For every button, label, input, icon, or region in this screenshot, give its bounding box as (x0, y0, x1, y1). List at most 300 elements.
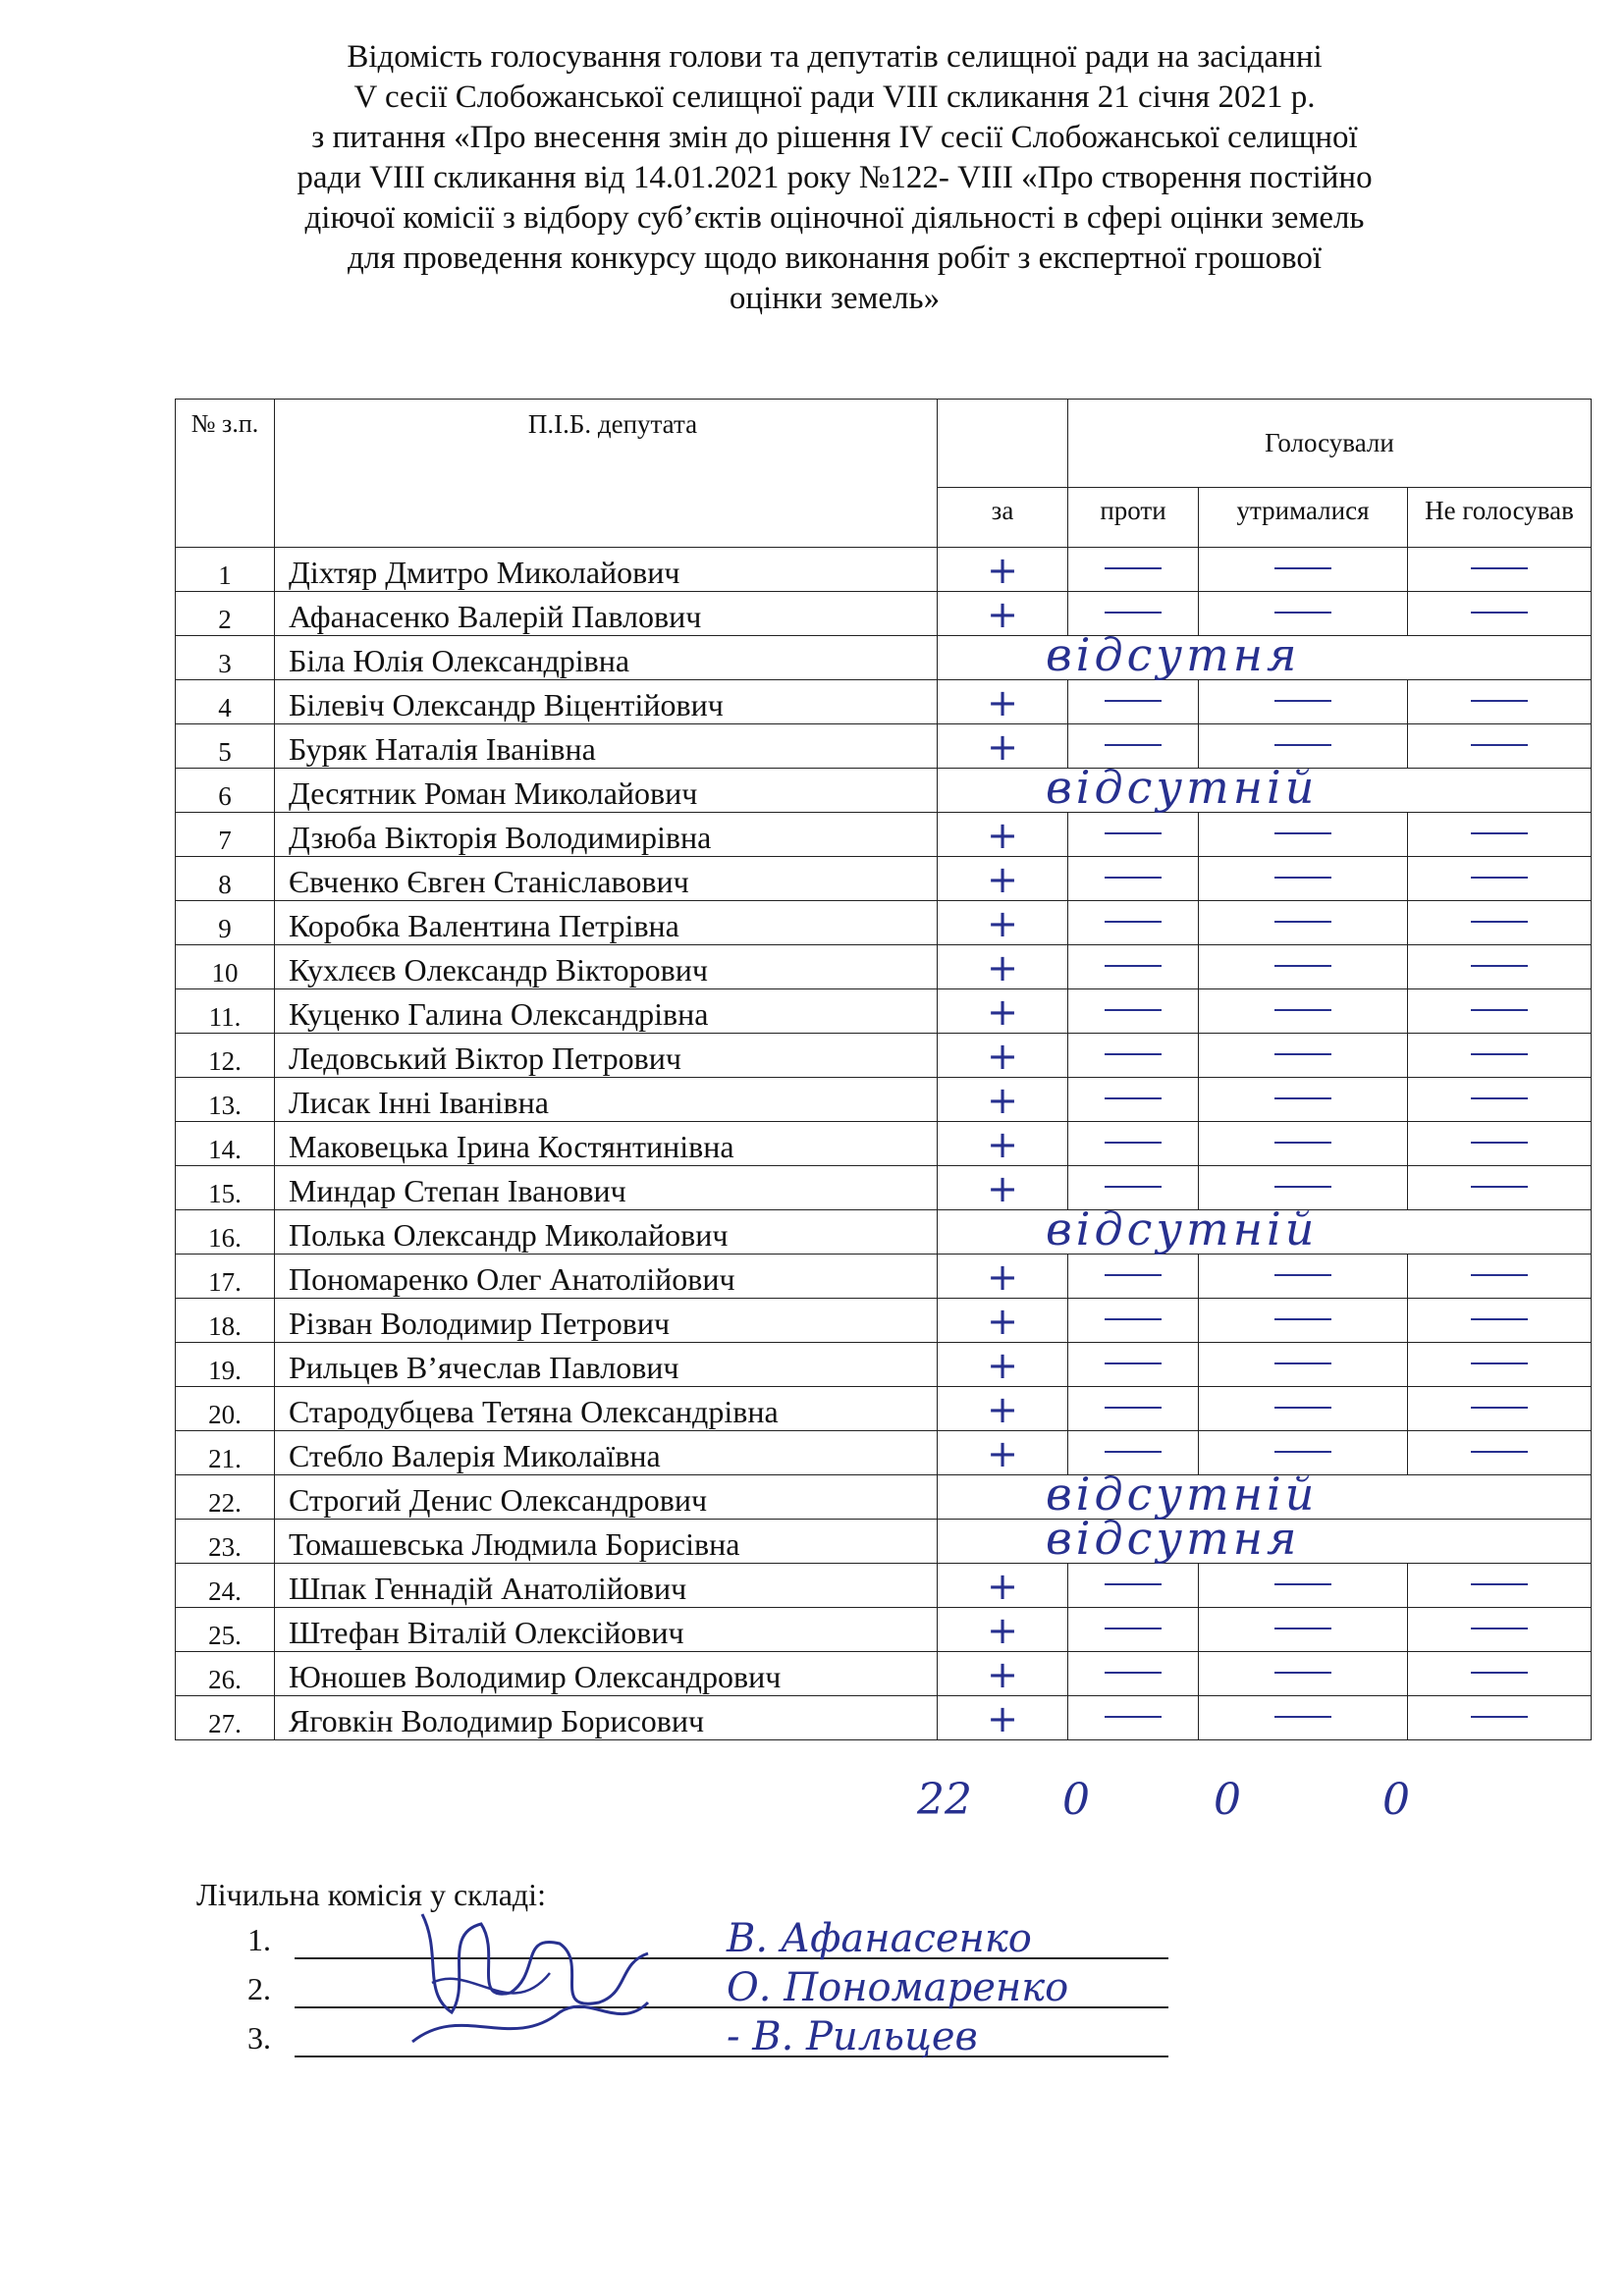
member-name: О. Пономаренко (727, 1965, 1069, 2010)
table-row (176, 1166, 1592, 1210)
table-row (176, 1431, 1592, 1475)
deputy-name (275, 813, 938, 857)
member-name: В. Афанасенко (727, 1916, 1032, 1961)
total-against: 0 (1062, 1775, 1090, 1825)
heading-line: оцінки земель» (729, 281, 941, 316)
plus-mark: + (987, 1653, 1018, 1696)
plus-mark: + (987, 946, 1018, 989)
absence-cell (938, 1512, 1592, 1565)
deputy-name-text: Томашевська Людмила Борисівна (289, 1526, 740, 1562)
row-number: 20. (176, 1387, 275, 1431)
dash-mark (1274, 832, 1331, 834)
vote-against (1068, 1122, 1199, 1166)
table-row (176, 1343, 1592, 1387)
vote-abstained (1199, 1299, 1408, 1343)
deputy-name-text: Кухлєєв Олександр Вікторович (289, 952, 708, 988)
table-row (176, 1608, 1592, 1652)
deputy-name (275, 1608, 938, 1652)
table-row (176, 1122, 1592, 1166)
row-number: 6 (176, 769, 275, 813)
deputy-name-text: Діхтяр Дмитро Миколайович (289, 555, 680, 590)
commission-member (236, 2014, 1218, 2069)
table-row (176, 724, 1592, 769)
dash-mark (1471, 832, 1528, 834)
dash-mark (1274, 1451, 1331, 1453)
vote-for (938, 1652, 1068, 1696)
plus-mark: + (987, 902, 1018, 945)
deputy-name-text: Біла Юлія Олександрівна (289, 643, 630, 678)
table-row (176, 592, 1592, 636)
absence-cell (938, 761, 1592, 814)
handwritten-signature (403, 1895, 658, 2052)
heading-line: ради VIII скликання від 14.01.2021 року №122- VIII «Про створення постійно (297, 160, 1373, 195)
deputy-name-text: Лисак Інні Іванівна (289, 1085, 549, 1120)
deputy-name-text: Миндар Степан Іванович (289, 1173, 626, 1208)
table-row (176, 680, 1592, 724)
deputy-name (275, 1343, 938, 1387)
dash-mark (1105, 1053, 1162, 1055)
dash-mark (1274, 1362, 1331, 1364)
row-number: 7 (176, 813, 275, 857)
dash-mark (1274, 877, 1331, 879)
table-row (176, 636, 1592, 680)
dash-mark (1105, 877, 1162, 879)
deputy-name-text: Штефан Віталій Олексійович (289, 1615, 684, 1650)
dash-mark (1105, 744, 1162, 746)
table-row (176, 1299, 1592, 1343)
table-body (176, 548, 1592, 1740)
deputy-name (275, 1166, 938, 1210)
plus-mark: + (987, 1344, 1018, 1387)
table-row (176, 901, 1592, 945)
plus-mark: + (987, 814, 1018, 857)
vote-against (1068, 1564, 1199, 1608)
deputy-name (275, 901, 938, 945)
dash-mark (1274, 1407, 1331, 1409)
deputy-name (275, 989, 938, 1034)
dash-mark (1274, 1053, 1331, 1055)
row-number: 10 (176, 945, 275, 989)
vote-against (1068, 548, 1199, 592)
vote-for (938, 813, 1068, 857)
deputy-name (275, 636, 938, 680)
dash-mark (1274, 1009, 1331, 1011)
dash-mark (1274, 1097, 1331, 1099)
deputy-name-text: Яговкін Володимир Борисович (289, 1703, 705, 1738)
plus-mark: + (987, 1388, 1018, 1431)
deputy-name (275, 1122, 938, 1166)
vote-abstained (1199, 989, 1408, 1034)
table-row (176, 1210, 1592, 1255)
vote-abstained (1199, 548, 1408, 592)
vote-not-voted (1408, 945, 1592, 989)
deputy-name (275, 1431, 938, 1475)
heading-line: Відомість голосування голови та депутатів селищної ради на засіданні (347, 39, 1323, 75)
row-number: 4 (176, 680, 275, 724)
row-number: 11. (176, 989, 275, 1034)
dash-mark (1471, 1142, 1528, 1144)
vote-against (1068, 1696, 1199, 1740)
deputy-name-text: Маковецька Ірина Костянтинівна (289, 1129, 734, 1164)
deputy-name (275, 1387, 938, 1431)
vote-for (938, 1343, 1068, 1387)
dash-mark (1105, 700, 1162, 702)
row-number: 5 (176, 724, 275, 769)
vote-not-voted (1408, 1652, 1592, 1696)
vote-for (938, 857, 1068, 901)
header-against: проти (1068, 487, 1199, 547)
total-not-voted: 0 (1382, 1775, 1410, 1825)
header-name: П.І.Б. депутата (275, 400, 938, 548)
row-number: 23. (176, 1520, 275, 1564)
row-number: 21. (176, 1431, 275, 1475)
member-number: 1. (247, 1922, 271, 1957)
dash-mark (1471, 1009, 1528, 1011)
vote-not-voted (1408, 1122, 1592, 1166)
table-row (176, 1034, 1592, 1078)
dash-mark (1471, 700, 1528, 702)
plus-mark: + (987, 1565, 1018, 1608)
vote-for (938, 945, 1068, 989)
dash-mark (1471, 1318, 1528, 1320)
vote-for (938, 1034, 1068, 1078)
vote-abstained (1199, 1255, 1408, 1299)
dash-mark (1471, 965, 1528, 967)
deputy-name-text: Білевіч Олександр Віцентійович (289, 687, 724, 722)
dash-mark (1471, 1672, 1528, 1674)
plus-mark: + (987, 1079, 1018, 1122)
deputy-name (275, 1475, 938, 1520)
heading-line: з питання «Про внесення змін до рішення IV сесії Слобожанської селищної (311, 120, 1358, 155)
plus-mark: + (987, 725, 1018, 769)
vote-not-voted (1408, 1608, 1592, 1652)
deputy-name (275, 945, 938, 989)
dash-mark (1274, 1583, 1331, 1585)
deputy-name-text: Ледовський Віктор Петрович (289, 1041, 681, 1076)
row-number: 18. (176, 1299, 275, 1343)
dash-mark (1105, 1672, 1162, 1674)
vote-not-voted (1408, 1564, 1592, 1608)
dash-mark (1274, 1274, 1331, 1276)
dash-mark (1105, 1097, 1162, 1099)
vote-for (938, 1608, 1068, 1652)
deputy-name (275, 1299, 938, 1343)
header-blank (938, 400, 1068, 488)
deputy-name (275, 724, 938, 769)
table-row (176, 1564, 1592, 1608)
table-row (176, 857, 1592, 901)
vote-for (938, 1299, 1068, 1343)
deputy-name (275, 1034, 938, 1078)
vote-abstained (1199, 1078, 1408, 1122)
deputy-name-text: Рильцев В’ячеслав Павлович (289, 1350, 679, 1385)
deputy-name (275, 1520, 938, 1564)
vote-not-voted (1408, 592, 1592, 636)
dash-mark (1471, 1451, 1528, 1453)
table-row (176, 1696, 1592, 1740)
row-number: 24. (176, 1564, 275, 1608)
deputy-name (275, 769, 938, 813)
absence-note: відсутній (1046, 1202, 1319, 1255)
vote-not-voted (1408, 1431, 1592, 1475)
vote-against (1068, 857, 1199, 901)
row-number: 9 (176, 901, 275, 945)
vote-for (938, 548, 1068, 592)
dash-mark (1105, 1451, 1162, 1453)
dash-mark (1274, 965, 1331, 967)
dash-mark (1105, 921, 1162, 923)
dash-mark (1105, 1142, 1162, 1144)
vote-against (1068, 1652, 1199, 1696)
absence-note: відсутній (1046, 1468, 1319, 1521)
table-row (176, 945, 1592, 989)
vote-against (1068, 1078, 1199, 1122)
dash-mark (1471, 1583, 1528, 1585)
member-name: - В. Рильцев (727, 2014, 978, 2059)
plus-mark: + (987, 1123, 1018, 1166)
row-number: 13. (176, 1078, 275, 1122)
vote-not-voted (1408, 1166, 1592, 1210)
deputy-name-text: Десятник Роман Миколайович (289, 775, 698, 811)
table-row (176, 1475, 1592, 1520)
dash-mark (1274, 700, 1331, 702)
absence-cell (938, 1202, 1592, 1255)
row-number: 26. (176, 1652, 275, 1696)
vote-not-voted (1408, 989, 1592, 1034)
voting-table (175, 399, 1592, 1740)
dash-mark (1471, 1362, 1528, 1364)
vote-against (1068, 1299, 1199, 1343)
vote-not-voted (1408, 1343, 1592, 1387)
vote-against (1068, 1608, 1199, 1652)
vote-abstained (1199, 901, 1408, 945)
vote-not-voted (1408, 1034, 1592, 1078)
deputy-name-text: Шпак Геннадій Анатолійович (289, 1571, 687, 1606)
dash-mark (1105, 1628, 1162, 1629)
vote-abstained (1199, 1387, 1408, 1431)
row-number: 19. (176, 1343, 275, 1387)
plus-mark: + (987, 1697, 1018, 1740)
deputy-name-text: Афанасенко Валерій Павлович (289, 599, 702, 634)
dash-mark (1471, 1053, 1528, 1055)
total-abstained: 0 (1214, 1775, 1241, 1825)
row-number: 12. (176, 1034, 275, 1078)
deputy-name-text: Євченко Євген Станіславович (289, 864, 689, 899)
dash-mark (1274, 567, 1331, 569)
vote-not-voted (1408, 1078, 1592, 1122)
vote-not-voted (1408, 724, 1592, 769)
header-for: за (938, 487, 1068, 547)
deputy-name-text: Строгий Денис Олександрович (289, 1482, 708, 1518)
plus-mark: + (987, 593, 1018, 636)
table-row (176, 1255, 1592, 1299)
vote-for (938, 1387, 1068, 1431)
table-row (176, 548, 1592, 592)
heading-line: для проведення конкурсу щодо виконання робіт з експертної грошової (347, 240, 1323, 276)
vote-for (938, 1078, 1068, 1122)
dash-mark (1471, 744, 1528, 746)
deputy-name (275, 548, 938, 592)
deputy-name-text: Юношев Володимир Олександрович (289, 1659, 782, 1694)
commission-member (236, 1965, 1218, 2020)
absence-note: відсутній (1046, 761, 1319, 814)
plus-mark: + (987, 990, 1018, 1034)
deputy-name (275, 1564, 938, 1608)
row-number: 3 (176, 636, 275, 680)
deputy-name (275, 1078, 938, 1122)
heading-line: діючої комісії з відбору суб’єктів оціночної діяльності в сфері оцінки земель (304, 200, 1365, 236)
vote-for (938, 1255, 1068, 1299)
commission-members (236, 1916, 1218, 2069)
deputy-name-text: Куценко Галина Олександрівна (289, 996, 709, 1032)
vote-abstained (1199, 1343, 1408, 1387)
total-for: 22 (917, 1775, 972, 1825)
deputy-name-text: Полька Олександр Миколайович (289, 1217, 729, 1253)
vote-against (1068, 1255, 1199, 1299)
vote-not-voted (1408, 857, 1592, 901)
row-number: 1 (176, 548, 275, 592)
vote-abstained (1199, 1564, 1408, 1608)
deputy-name-text: Стародубцева Тетяна Олександрівна (289, 1394, 779, 1429)
vote-not-voted (1408, 1255, 1592, 1299)
dash-mark (1274, 1186, 1331, 1188)
vote-for (938, 1122, 1068, 1166)
row-number: 22. (176, 1475, 275, 1520)
dash-mark (1471, 1628, 1528, 1629)
dash-mark (1105, 1407, 1162, 1409)
vote-abstained (1199, 1696, 1408, 1740)
vote-abstained (1199, 1652, 1408, 1696)
vote-not-voted (1408, 813, 1592, 857)
dash-mark (1105, 567, 1162, 569)
vote-abstained (1199, 680, 1408, 724)
header-voted: Голосували (1068, 400, 1592, 488)
row-number: 16. (176, 1210, 275, 1255)
vote-not-voted (1408, 1696, 1592, 1740)
deputy-name-text: Стебло Валерія Миколаївна (289, 1438, 661, 1473)
deputy-name (275, 1652, 938, 1696)
member-number: 2. (247, 1971, 271, 2006)
vote-for (938, 680, 1068, 724)
plus-mark: + (987, 1432, 1018, 1475)
deputy-name (275, 1210, 938, 1255)
dash-mark (1274, 612, 1331, 614)
dash-mark (1105, 832, 1162, 834)
vote-against (1068, 1387, 1199, 1431)
deputy-name-text: Пономаренко Олег Анатолійович (289, 1261, 735, 1297)
vote-for (938, 1564, 1068, 1608)
dash-mark (1274, 744, 1331, 746)
plus-mark: + (987, 681, 1018, 724)
row-number: 14. (176, 1122, 275, 1166)
row-number: 25. (176, 1608, 275, 1652)
dash-mark (1105, 1318, 1162, 1320)
deputy-name-text: Різван Володимир Петрович (289, 1306, 671, 1341)
row-number: 15. (176, 1166, 275, 1210)
plus-mark: + (987, 1035, 1018, 1078)
deputy-name (275, 1696, 938, 1740)
plus-mark: + (987, 858, 1018, 901)
vote-for (938, 1696, 1068, 1740)
table-row (176, 813, 1592, 857)
deputy-name (275, 857, 938, 901)
table-row (176, 1520, 1592, 1564)
plus-mark: + (987, 1255, 1018, 1299)
row-number: 27. (176, 1696, 275, 1740)
dash-mark (1471, 1097, 1528, 1099)
vote-abstained (1199, 813, 1408, 857)
vote-abstained (1199, 1034, 1408, 1078)
dash-mark (1471, 1274, 1528, 1276)
header-abstained: утрималися (1199, 487, 1408, 547)
vote-not-voted (1408, 901, 1592, 945)
vote-against (1068, 1034, 1199, 1078)
document-heading (187, 37, 1483, 319)
dash-mark (1471, 612, 1528, 614)
dash-mark (1105, 1583, 1162, 1585)
dash-mark (1274, 1142, 1331, 1144)
absence-note: відсутня (1046, 1512, 1301, 1565)
dash-mark (1471, 1716, 1528, 1718)
vote-abstained (1199, 857, 1408, 901)
vote-for (938, 989, 1068, 1034)
vote-against (1068, 901, 1199, 945)
member-number: 3. (247, 2020, 271, 2056)
vote-against (1068, 1343, 1199, 1387)
vote-abstained (1199, 1608, 1408, 1652)
table-row (176, 1387, 1592, 1431)
plus-mark: + (987, 1167, 1018, 1210)
dash-mark (1105, 1362, 1162, 1364)
vote-abstained (1199, 1122, 1408, 1166)
dash-mark (1274, 1716, 1331, 1718)
vote-for (938, 901, 1068, 945)
dash-mark (1105, 1716, 1162, 1718)
dash-mark (1105, 1186, 1162, 1188)
table-row (176, 1078, 1592, 1122)
vote-not-voted (1408, 680, 1592, 724)
vote-against (1068, 989, 1199, 1034)
dash-mark (1471, 921, 1528, 923)
deputy-name-text: Дзюба Вікторія Володимирівна (289, 820, 712, 855)
commission-member (236, 1916, 1218, 1971)
dash-mark (1105, 1274, 1162, 1276)
dash-mark (1471, 1407, 1528, 1409)
table-row (176, 1652, 1592, 1696)
dash-mark (1274, 1672, 1331, 1674)
vote-not-voted (1408, 548, 1592, 592)
vote-not-voted (1408, 1387, 1592, 1431)
header-not-voted: Не голосував (1408, 487, 1592, 547)
vote-against (1068, 813, 1199, 857)
absence-cell (938, 628, 1592, 681)
row-number: 8 (176, 857, 275, 901)
table-row (176, 769, 1592, 813)
dash-mark (1274, 921, 1331, 923)
deputy-name-text: Коробка Валентина Петрівна (289, 908, 679, 943)
plus-mark: + (987, 549, 1018, 592)
plus-mark: + (987, 1300, 1018, 1343)
deputy-name (275, 592, 938, 636)
vote-totals (884, 1775, 1571, 1824)
table-row (176, 989, 1592, 1034)
deputy-name (275, 680, 938, 724)
commission-label: Лічильна комісія у складі: (196, 1877, 546, 1912)
dash-mark (1105, 1009, 1162, 1011)
header-number: № з.п. (176, 400, 275, 548)
deputy-name (275, 1255, 938, 1299)
row-number: 2 (176, 592, 275, 636)
